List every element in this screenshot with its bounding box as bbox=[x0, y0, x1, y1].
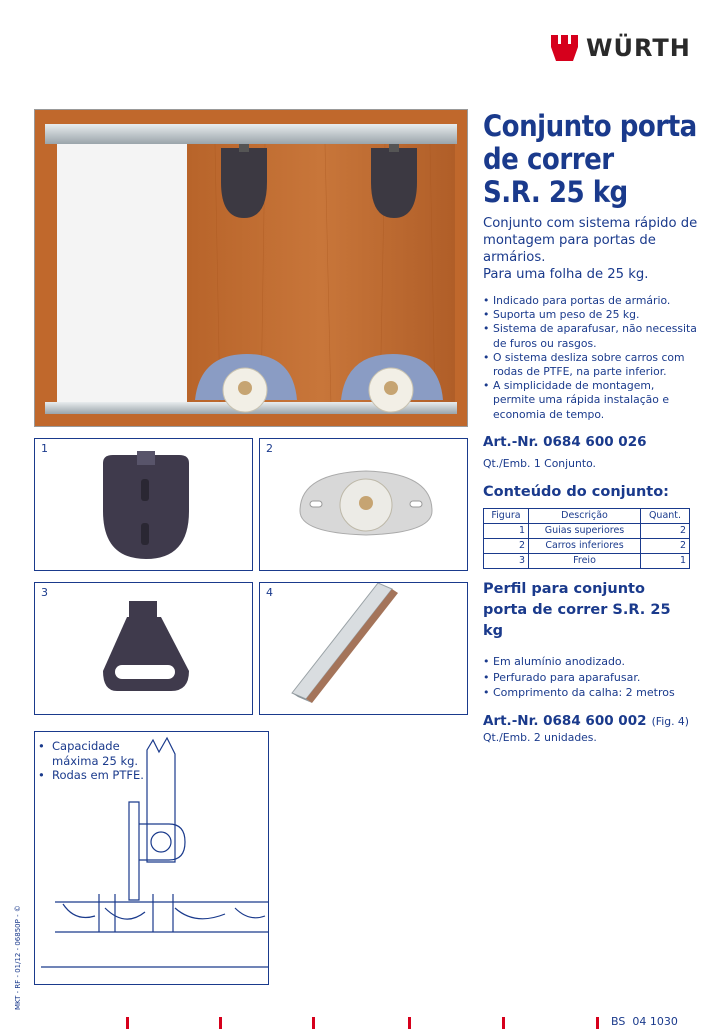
figure-number: 2 bbox=[266, 442, 273, 455]
figure-panel-2 bbox=[259, 438, 468, 571]
figure-number: 3 bbox=[41, 586, 48, 599]
article-number-2: Art.-Nr. 0684 600 002 bbox=[483, 713, 647, 729]
bottom-carrier-icon bbox=[296, 463, 436, 543]
table-row bbox=[484, 539, 690, 554]
table-cell: 1 bbox=[484, 524, 529, 539]
figure-reference: (Fig. 4) bbox=[651, 715, 690, 728]
article-qty-1: Qt./Emb. 1 Conjunto. bbox=[483, 457, 596, 470]
top-guide-right bbox=[371, 144, 417, 218]
perfil-heading: Perfil para conjunto porta de correr S.R. 25 kg bbox=[483, 581, 671, 639]
diagram-note: • Capacidade máxima 25 kg. bbox=[38, 739, 148, 768]
perfil-item: • Perfurado para aparafusar. bbox=[483, 670, 703, 686]
perfil-item: • Comprimento da calha: 2 metros bbox=[483, 685, 703, 701]
footer-mark bbox=[219, 1017, 222, 1029]
figure-panel-3 bbox=[34, 582, 253, 715]
wurth-logo-icon bbox=[551, 35, 578, 61]
table-row bbox=[484, 554, 690, 569]
page-title: Conjunto porta de correr S.R. 25 kg bbox=[483, 109, 697, 209]
table-cell: Freio bbox=[529, 554, 641, 569]
perfil-item: • Em alumínio anodizado. bbox=[483, 654, 703, 670]
col-header: Figura bbox=[484, 509, 529, 524]
figure-number: 1 bbox=[41, 442, 48, 455]
feature-item: • Indicado para portas de armário. bbox=[483, 294, 698, 308]
footer-mark bbox=[312, 1017, 315, 1029]
footer-mark bbox=[408, 1017, 411, 1029]
feature-item: • A simplicidade de montagem, permite uma rápida instalação e economia de tempo. bbox=[483, 379, 698, 422]
table-cell: 1 bbox=[641, 554, 690, 569]
table-cell: 2 bbox=[641, 524, 690, 539]
document-code: BS 04 1030 bbox=[611, 1015, 678, 1028]
intro-text: Conjunto com sistema rápido de montagem para portas de armários. Para uma folha de 25 kg. bbox=[483, 216, 698, 282]
col-header: Descrição bbox=[529, 509, 641, 524]
feature-item: • Sistema de aparafusar, não necessita de furos ou rasgos. bbox=[483, 322, 698, 350]
top-guide-icon bbox=[101, 451, 191, 563]
footer-mark bbox=[596, 1017, 599, 1029]
top-guide-left bbox=[221, 144, 267, 218]
figure-panel-4 bbox=[259, 582, 468, 715]
side-code: MKT - RF - 01/12 - 06850P - © bbox=[14, 905, 22, 1010]
cabinet-illustration bbox=[35, 110, 467, 426]
diagram-note: • Rodas em PTFE. bbox=[38, 768, 148, 783]
figure-panel-1 bbox=[34, 438, 253, 571]
article-number-2-line bbox=[483, 710, 689, 729]
product-photo bbox=[34, 109, 468, 427]
footer-mark bbox=[502, 1017, 505, 1029]
wurth-logo bbox=[551, 34, 691, 62]
table-header-row bbox=[484, 509, 690, 524]
article-number-1: Art.-Nr. 0684 600 026 bbox=[483, 434, 647, 450]
table-cell: Carros inferiores bbox=[529, 539, 641, 554]
table-cell: Guias superiores bbox=[529, 524, 641, 539]
figure-number: 4 bbox=[266, 586, 273, 599]
table-cell: 3 bbox=[484, 554, 529, 569]
article-qty-2: Qt./Emb. 2 unidades. bbox=[483, 731, 597, 744]
table-cell: 2 bbox=[641, 539, 690, 554]
feature-item: • Suporta um peso de 25 kg. bbox=[483, 308, 698, 322]
table-cell: 2 bbox=[484, 539, 529, 554]
feature-list bbox=[483, 294, 698, 422]
col-header: Quant. bbox=[641, 509, 690, 524]
contents-heading: Conteúdo do conjunto: bbox=[483, 484, 669, 500]
perfil-list bbox=[483, 654, 703, 701]
feature-item: • O sistema desliza sobre carros com rodas de PTFE, na parte inferior. bbox=[483, 351, 698, 379]
brake-icon bbox=[101, 601, 191, 695]
aluminium-profile-icon bbox=[282, 583, 402, 707]
logo-text: WÜRTH bbox=[586, 34, 691, 62]
footer-mark bbox=[126, 1017, 129, 1029]
table-row bbox=[484, 524, 690, 539]
contents-table bbox=[483, 508, 690, 569]
diagram-notes bbox=[38, 739, 148, 783]
